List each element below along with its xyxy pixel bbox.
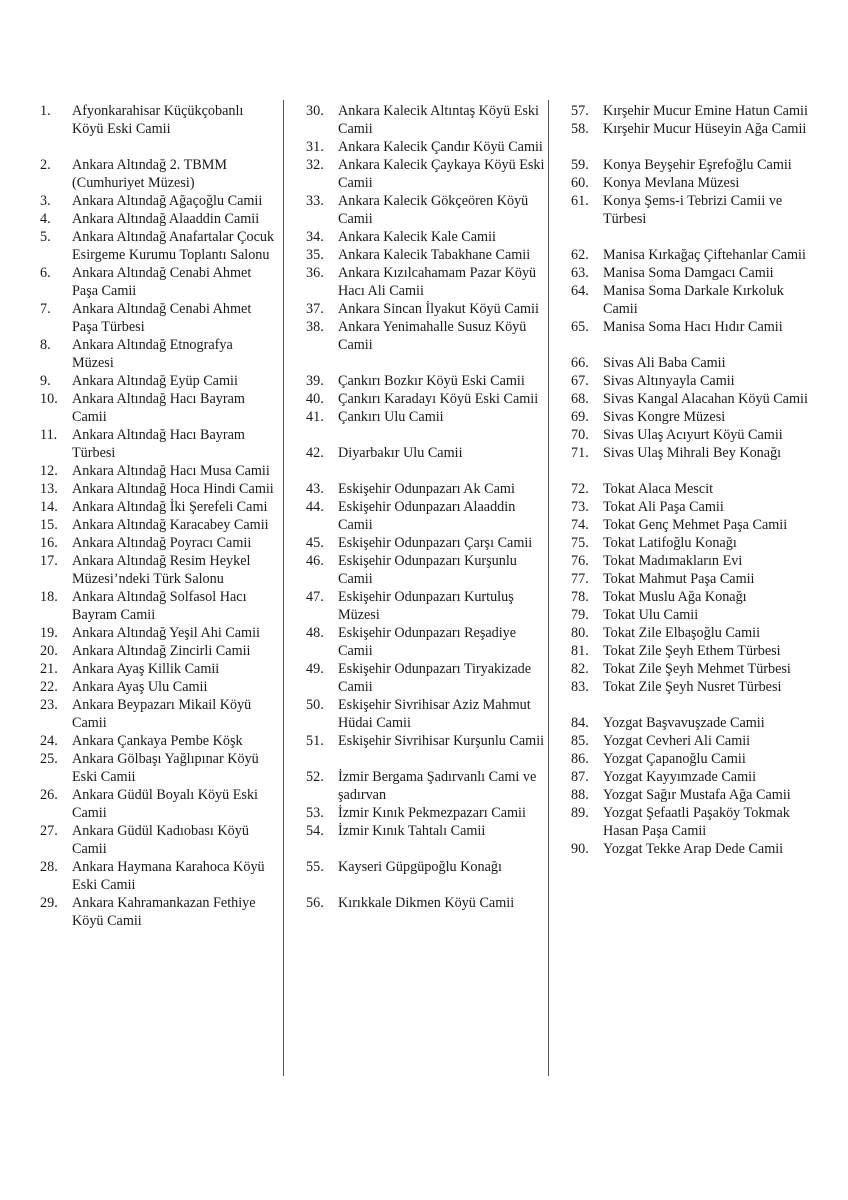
item-number: 37. (306, 301, 324, 317)
item-text: Manisa Soma Darkale Kırkoluk Camii (603, 283, 784, 317)
list-item (571, 480, 821, 498)
item-text: Ankara Altındağ Alaaddin Camii (72, 211, 260, 227)
list-item (571, 498, 821, 516)
list-item (40, 552, 278, 588)
list-item (306, 480, 546, 498)
list-item (306, 264, 546, 300)
item-number: 34. (306, 229, 324, 245)
item-text: Eskişehir Odunpazarı Alaaddin Camii (338, 499, 516, 533)
item-text: Ankara Altındağ Cenabi Ahmet Paşa Camii (72, 265, 252, 299)
item-number: 82. (571, 661, 589, 677)
list-item (306, 732, 546, 750)
list-item (40, 156, 278, 192)
list-item (571, 264, 821, 282)
item-text: Tokat Madımakların Evi (603, 553, 743, 569)
item-text: Ankara Kalecik Gökçeören Köyü Camii (338, 193, 529, 227)
list-item (306, 192, 546, 228)
item-text: Ankara Altındağ İki Şerefeli Cami (72, 499, 268, 515)
list-item (40, 426, 278, 462)
item-text: Tokat Zile Şeyh Nusret Türbesi (603, 679, 782, 695)
item-text: Yozgat Çapanoğlu Camii (603, 751, 746, 767)
item-number: 90. (571, 841, 589, 857)
item-number: 32. (306, 157, 324, 173)
list-item (571, 732, 821, 750)
item-text: Kırşehir Mucur Emine Hatun Camii (603, 103, 808, 119)
list-item (571, 174, 821, 192)
list-item (40, 660, 278, 678)
item-number: 69. (571, 409, 589, 425)
item-text: Ankara Haymana Karahoca Köyü Eski Camii (72, 859, 265, 893)
list-item (571, 840, 821, 858)
item-number: 76. (571, 553, 589, 569)
item-text: Tokat Zile Elbaşoğlu Camii (603, 625, 761, 641)
item-text: Manisa Soma Hacı Hıdır Camii (603, 319, 783, 335)
item-text: Yozgat Cevheri Ali Camii (603, 733, 751, 749)
item-text: İzmir Kınık Tahtalı Camii (338, 823, 486, 839)
list-item (571, 354, 821, 372)
list-item (571, 624, 821, 642)
item-number: 29. (40, 895, 58, 911)
item-number: 80. (571, 625, 589, 641)
item-number: 52. (306, 769, 324, 785)
item-text: Ankara Altındağ Yeşil Ahi Camii (72, 625, 260, 641)
item-text: Ankara Altındağ 2. TBMM (Cumhuriyet Müzesi) (72, 157, 228, 191)
list-column-3 (571, 102, 821, 858)
item-text: Manisa Kırkağaç Çiftehanlar Camii (603, 247, 806, 263)
list-item (571, 570, 821, 588)
list-item (40, 462, 278, 480)
list-item (306, 318, 546, 354)
list-item (571, 390, 821, 408)
item-number: 58. (571, 121, 589, 137)
item-text: Ankara Beypazarı Mikail Köyü Camii (72, 697, 252, 731)
item-number: 67. (571, 373, 589, 389)
item-number: 2. (40, 157, 51, 173)
item-text: Sivas Kangal Alacahan Köyü Camii (603, 391, 808, 407)
item-number: 42. (306, 445, 324, 461)
list-item (40, 732, 278, 750)
item-number: 66. (571, 355, 589, 371)
item-text: Yozgat Tekke Arap Dede Camii (603, 841, 784, 857)
item-number: 61. (571, 193, 589, 209)
list-item (40, 624, 278, 642)
item-text: Ankara Sincan İlyakut Köyü Camii (338, 301, 539, 317)
list-item (40, 192, 278, 210)
item-number: 62. (571, 247, 589, 263)
item-number: 19. (40, 625, 58, 641)
list-item (571, 534, 821, 552)
item-number: 87. (571, 769, 589, 785)
item-text: Eskişehir Odunpazarı Kurşunlu Camii (338, 553, 517, 587)
list-item (40, 498, 278, 516)
item-number: 41. (306, 409, 324, 425)
item-number: 10. (40, 391, 58, 407)
list-item (40, 210, 278, 228)
list-item (306, 660, 546, 696)
column-divider (283, 100, 284, 1076)
list-item (306, 804, 546, 822)
item-number: 23. (40, 697, 58, 713)
item-text: Sivas Ulaş Mihrali Bey Konağı (603, 445, 782, 461)
item-number: 8. (40, 337, 51, 353)
item-text: Tokat Alaca Mescit (603, 481, 714, 497)
item-text: Yozgat Şefaatli Paşaköy Tokmak Hasan Paşa Camii (603, 805, 790, 839)
item-text: Ankara Altındağ Resim Heykel Müzesi’ndeki Türk Salonu (72, 553, 251, 587)
list-item (40, 516, 278, 534)
list-item (571, 282, 821, 318)
column-divider (548, 100, 549, 1076)
item-number: 6. (40, 265, 51, 281)
list-item (571, 192, 821, 228)
item-text: Sivas Kongre Müzesi (603, 409, 726, 425)
list-item (571, 102, 821, 120)
item-number: 7. (40, 301, 51, 317)
item-number: 48. (306, 625, 324, 641)
item-text: Ankara Altındağ Hacı Bayram Camii (72, 391, 245, 425)
list-column-1 (40, 102, 278, 930)
item-number: 54. (306, 823, 324, 839)
item-text: Kırıkkale Dikmen Köyü Camii (338, 895, 515, 911)
item-number: 20. (40, 643, 58, 659)
list-item (571, 372, 821, 390)
item-number: 21. (40, 661, 58, 677)
item-text: Ankara Kalecik Çandır Köyü Camii (338, 139, 543, 155)
item-number: 64. (571, 283, 589, 299)
item-text: Tokat Latifoğlu Konağı (603, 535, 737, 551)
item-number: 75. (571, 535, 589, 551)
item-number: 70. (571, 427, 589, 443)
item-text: Ankara Altındağ Hoca Hindi Camii (72, 481, 274, 497)
item-text: Ankara Kızılcahamam Pazar Köyü Hacı Ali Camii (338, 265, 537, 299)
item-text: Tokat Mahmut Paşa Camii (603, 571, 755, 587)
item-text: Çankırı Bozkır Köyü Eski Camii (338, 373, 525, 389)
item-number: 68. (571, 391, 589, 407)
list-item (306, 534, 546, 552)
item-text: Çankırı Karadayı Köyü Eski Camii (338, 391, 539, 407)
list-item (306, 858, 546, 876)
item-text: Ankara Altındağ Eyüp Camii (72, 373, 238, 389)
item-text: Tokat Genç Mehmet Paşa Camii (603, 517, 788, 533)
item-text: Diyarbakır Ulu Camii (338, 445, 463, 461)
item-number: 55. (306, 859, 324, 875)
item-number: 57. (571, 103, 589, 119)
list-item (571, 588, 821, 606)
item-number: 38. (306, 319, 324, 335)
item-number: 40. (306, 391, 324, 407)
item-number: 9. (40, 373, 51, 389)
list-item (306, 102, 546, 138)
item-number: 46. (306, 553, 324, 569)
list-item (40, 786, 278, 822)
item-number: 15. (40, 517, 58, 533)
list-item (40, 822, 278, 858)
list-item (306, 246, 546, 264)
item-text: Eskişehir Odunpazarı Ak Cami (338, 481, 515, 497)
item-number: 39. (306, 373, 324, 389)
item-text: Kırşehir Mucur Hüseyin Ağa Camii (603, 121, 807, 137)
item-text: Konya Beyşehir Eşrefoğlu Camii (603, 157, 792, 173)
list-item (306, 696, 546, 732)
item-text: Tokat Ali Paşa Camii (603, 499, 724, 515)
list-item (571, 660, 821, 678)
list-item (306, 300, 546, 318)
list-item (306, 894, 546, 912)
item-number: 59. (571, 157, 589, 173)
list-item (306, 768, 546, 804)
list-item (40, 300, 278, 336)
item-text: Ankara Altındağ Poyracı Camii (72, 535, 252, 551)
item-number: 43. (306, 481, 324, 497)
item-number: 4. (40, 211, 51, 227)
item-text: Ankara Altındağ Cenabi Ahmet Paşa Türbesi (72, 301, 252, 335)
item-text: Sivas Ali Baba Camii (603, 355, 726, 371)
item-number: 3. (40, 193, 51, 209)
list-item (571, 318, 821, 336)
list-item (40, 102, 278, 138)
item-number: 78. (571, 589, 589, 605)
list-item (306, 552, 546, 588)
item-number: 26. (40, 787, 58, 803)
list-item (306, 822, 546, 840)
item-text: Ankara Altındağ Zincirli Camii (72, 643, 251, 659)
item-text: Sivas Ulaş Acıyurt Köyü Camii (603, 427, 783, 443)
item-text: Eskişehir Sivrihisar Kurşunlu Camii (338, 733, 545, 749)
list-item (40, 894, 278, 930)
item-number: 33. (306, 193, 324, 209)
item-number: 86. (571, 751, 589, 767)
item-text: Yozgat Kayyımzade Camii (603, 769, 757, 785)
list-item (571, 552, 821, 570)
item-number: 88. (571, 787, 589, 803)
item-text: Sivas Altınyayla Camii (603, 373, 735, 389)
list-item (571, 750, 821, 768)
list-item (40, 390, 278, 426)
list-item (40, 480, 278, 498)
item-number: 18. (40, 589, 58, 605)
list-item (571, 120, 821, 138)
item-text: Konya Mevlana Müzesi (603, 175, 740, 191)
item-number: 12. (40, 463, 58, 479)
item-text: Eskişehir Sivrihisar Aziz Mahmut Hüdai Camii (338, 697, 531, 731)
list-item (40, 336, 278, 372)
item-text: Ankara Altındağ Hacı Musa Camii (72, 463, 270, 479)
item-text: Yozgat Başvavuşzade Camii (603, 715, 765, 731)
item-text: İzmir Kınık Pekmezpazarı Camii (338, 805, 526, 821)
list-item (306, 444, 546, 462)
item-number: 51. (306, 733, 324, 749)
item-number: 31. (306, 139, 324, 155)
item-text: Tokat Ulu Camii (603, 607, 699, 623)
item-text: Eskişehir Odunpazarı Reşadiye Camii (338, 625, 517, 659)
item-number: 63. (571, 265, 589, 281)
list-item (40, 534, 278, 552)
item-text: Konya Şems-i Tebrizi Camii ve Türbesi (603, 193, 783, 227)
list-column-2 (306, 102, 546, 912)
item-number: 71. (571, 445, 589, 461)
list-item (571, 804, 821, 840)
item-number: 30. (306, 103, 324, 119)
list-item (571, 156, 821, 174)
item-text: Ankara Yenimahalle Susuz Köyü Camii (338, 319, 527, 353)
list-item (571, 678, 821, 696)
item-number: 14. (40, 499, 58, 515)
list-item (571, 786, 821, 804)
list-item (306, 372, 546, 390)
item-text: Çankırı Ulu Camii (338, 409, 444, 425)
item-text: Manisa Soma Damgacı Camii (603, 265, 774, 281)
list-item (306, 138, 546, 156)
item-text: Ankara Kalecik Çaykaya Köyü Eski Camii (338, 157, 545, 191)
item-text: Tokat Muslu Ağa Konağı (603, 589, 747, 605)
item-text: Tokat Zile Şeyh Mehmet Türbesi (603, 661, 791, 677)
list-item (571, 642, 821, 660)
item-number: 83. (571, 679, 589, 695)
list-item (306, 498, 546, 534)
item-number: 53. (306, 805, 324, 821)
item-number: 28. (40, 859, 58, 875)
item-number: 47. (306, 589, 324, 605)
item-number: 36. (306, 265, 324, 281)
list-item (571, 426, 821, 444)
list-item (571, 714, 821, 732)
item-number: 13. (40, 481, 58, 497)
list-item (40, 228, 278, 264)
item-text: Afyonkarahisar Küçükçobanlı Köyü Eski Camii (72, 103, 244, 137)
item-text: Ankara Güdül Boyalı Köyü Eski Camii (72, 787, 258, 821)
item-text: Ankara Altındağ Anafartalar Çocuk Esirgeme Kurumu Toplantı Salonu (72, 229, 275, 263)
list-item (306, 588, 546, 624)
item-text: Yozgat Sağır Mustafa Ağa Camii (603, 787, 791, 803)
item-text: Ankara Kalecik Altıntaş Köyü Eski Camii (338, 103, 539, 137)
item-number: 65. (571, 319, 589, 335)
item-number: 72. (571, 481, 589, 497)
item-text: Eskişehir Odunpazarı Tiryakizade Camii (338, 661, 532, 695)
item-number: 74. (571, 517, 589, 533)
item-number: 27. (40, 823, 58, 839)
item-text: Ankara Ayaş Killik Camii (72, 661, 220, 677)
item-text: İzmir Bergama Şadırvanlı Cami ve şadırvan (338, 769, 537, 803)
item-number: 56. (306, 895, 324, 911)
list-item (40, 858, 278, 894)
item-text: Ankara Altındağ Karacabey Camii (72, 517, 269, 533)
item-text: Ankara Ayaş Ulu Camii (72, 679, 208, 695)
item-number: 79. (571, 607, 589, 623)
list-item (571, 246, 821, 264)
item-text: Ankara Güdül Kadıobası Köyü Camii (72, 823, 249, 857)
item-number: 35. (306, 247, 324, 263)
item-number: 45. (306, 535, 324, 551)
list-item (40, 678, 278, 696)
item-text: Ankara Altındağ Etnografya Müzesi (72, 337, 233, 371)
item-number: 60. (571, 175, 589, 191)
item-text: Ankara Altındağ Hacı Bayram Türbesi (72, 427, 245, 461)
item-text: Tokat Zile Şeyh Ethem Türbesi (603, 643, 781, 659)
item-text: Ankara Kalecik Tabakhane Camii (338, 247, 531, 263)
item-text: Eskişehir Odunpazarı Kurtuluş Müzesi (338, 589, 514, 623)
list-item (40, 372, 278, 390)
item-number: 85. (571, 733, 589, 749)
item-text: Eskişehir Odunpazarı Çarşı Camii (338, 535, 533, 551)
item-number: 11. (40, 427, 58, 443)
item-number: 73. (571, 499, 589, 515)
item-number: 16. (40, 535, 58, 551)
list-item (571, 408, 821, 426)
item-number: 17. (40, 553, 58, 569)
list-item (40, 264, 278, 300)
list-item (306, 228, 546, 246)
list-item (571, 444, 821, 462)
item-number: 50. (306, 697, 324, 713)
list-item (571, 606, 821, 624)
item-text: Ankara Çankaya Pembe Köşk (72, 733, 243, 749)
list-item (40, 750, 278, 786)
item-number: 89. (571, 805, 589, 821)
list-item (40, 642, 278, 660)
item-text: Ankara Kalecik Kale Camii (338, 229, 496, 245)
list-item (306, 156, 546, 192)
item-text: Ankara Gölbaşı Yağlıpınar Köyü Eski Camii (72, 751, 259, 785)
item-number: 77. (571, 571, 589, 587)
item-number: 22. (40, 679, 58, 695)
list-item (306, 624, 546, 660)
item-number: 25. (40, 751, 58, 767)
item-text: Ankara Altındağ Solfasol Hacı Bayram Camii (72, 589, 247, 623)
item-number: 49. (306, 661, 324, 677)
item-number: 1. (40, 103, 51, 119)
list-item (306, 408, 546, 426)
item-text: Kayseri Güpgüpoğlu Konağı (338, 859, 502, 875)
item-number: 5. (40, 229, 51, 245)
list-item (40, 696, 278, 732)
item-number: 84. (571, 715, 589, 731)
list-item (40, 588, 278, 624)
item-text: Ankara Altındağ Ağaçoğlu Camii (72, 193, 263, 209)
list-item (571, 768, 821, 786)
item-number: 81. (571, 643, 589, 659)
item-number: 24. (40, 733, 58, 749)
item-number: 44. (306, 499, 324, 515)
item-text: Ankara Kahramankazan Fethiye Köyü Camii (72, 895, 256, 929)
list-item (571, 516, 821, 534)
list-item (306, 390, 546, 408)
